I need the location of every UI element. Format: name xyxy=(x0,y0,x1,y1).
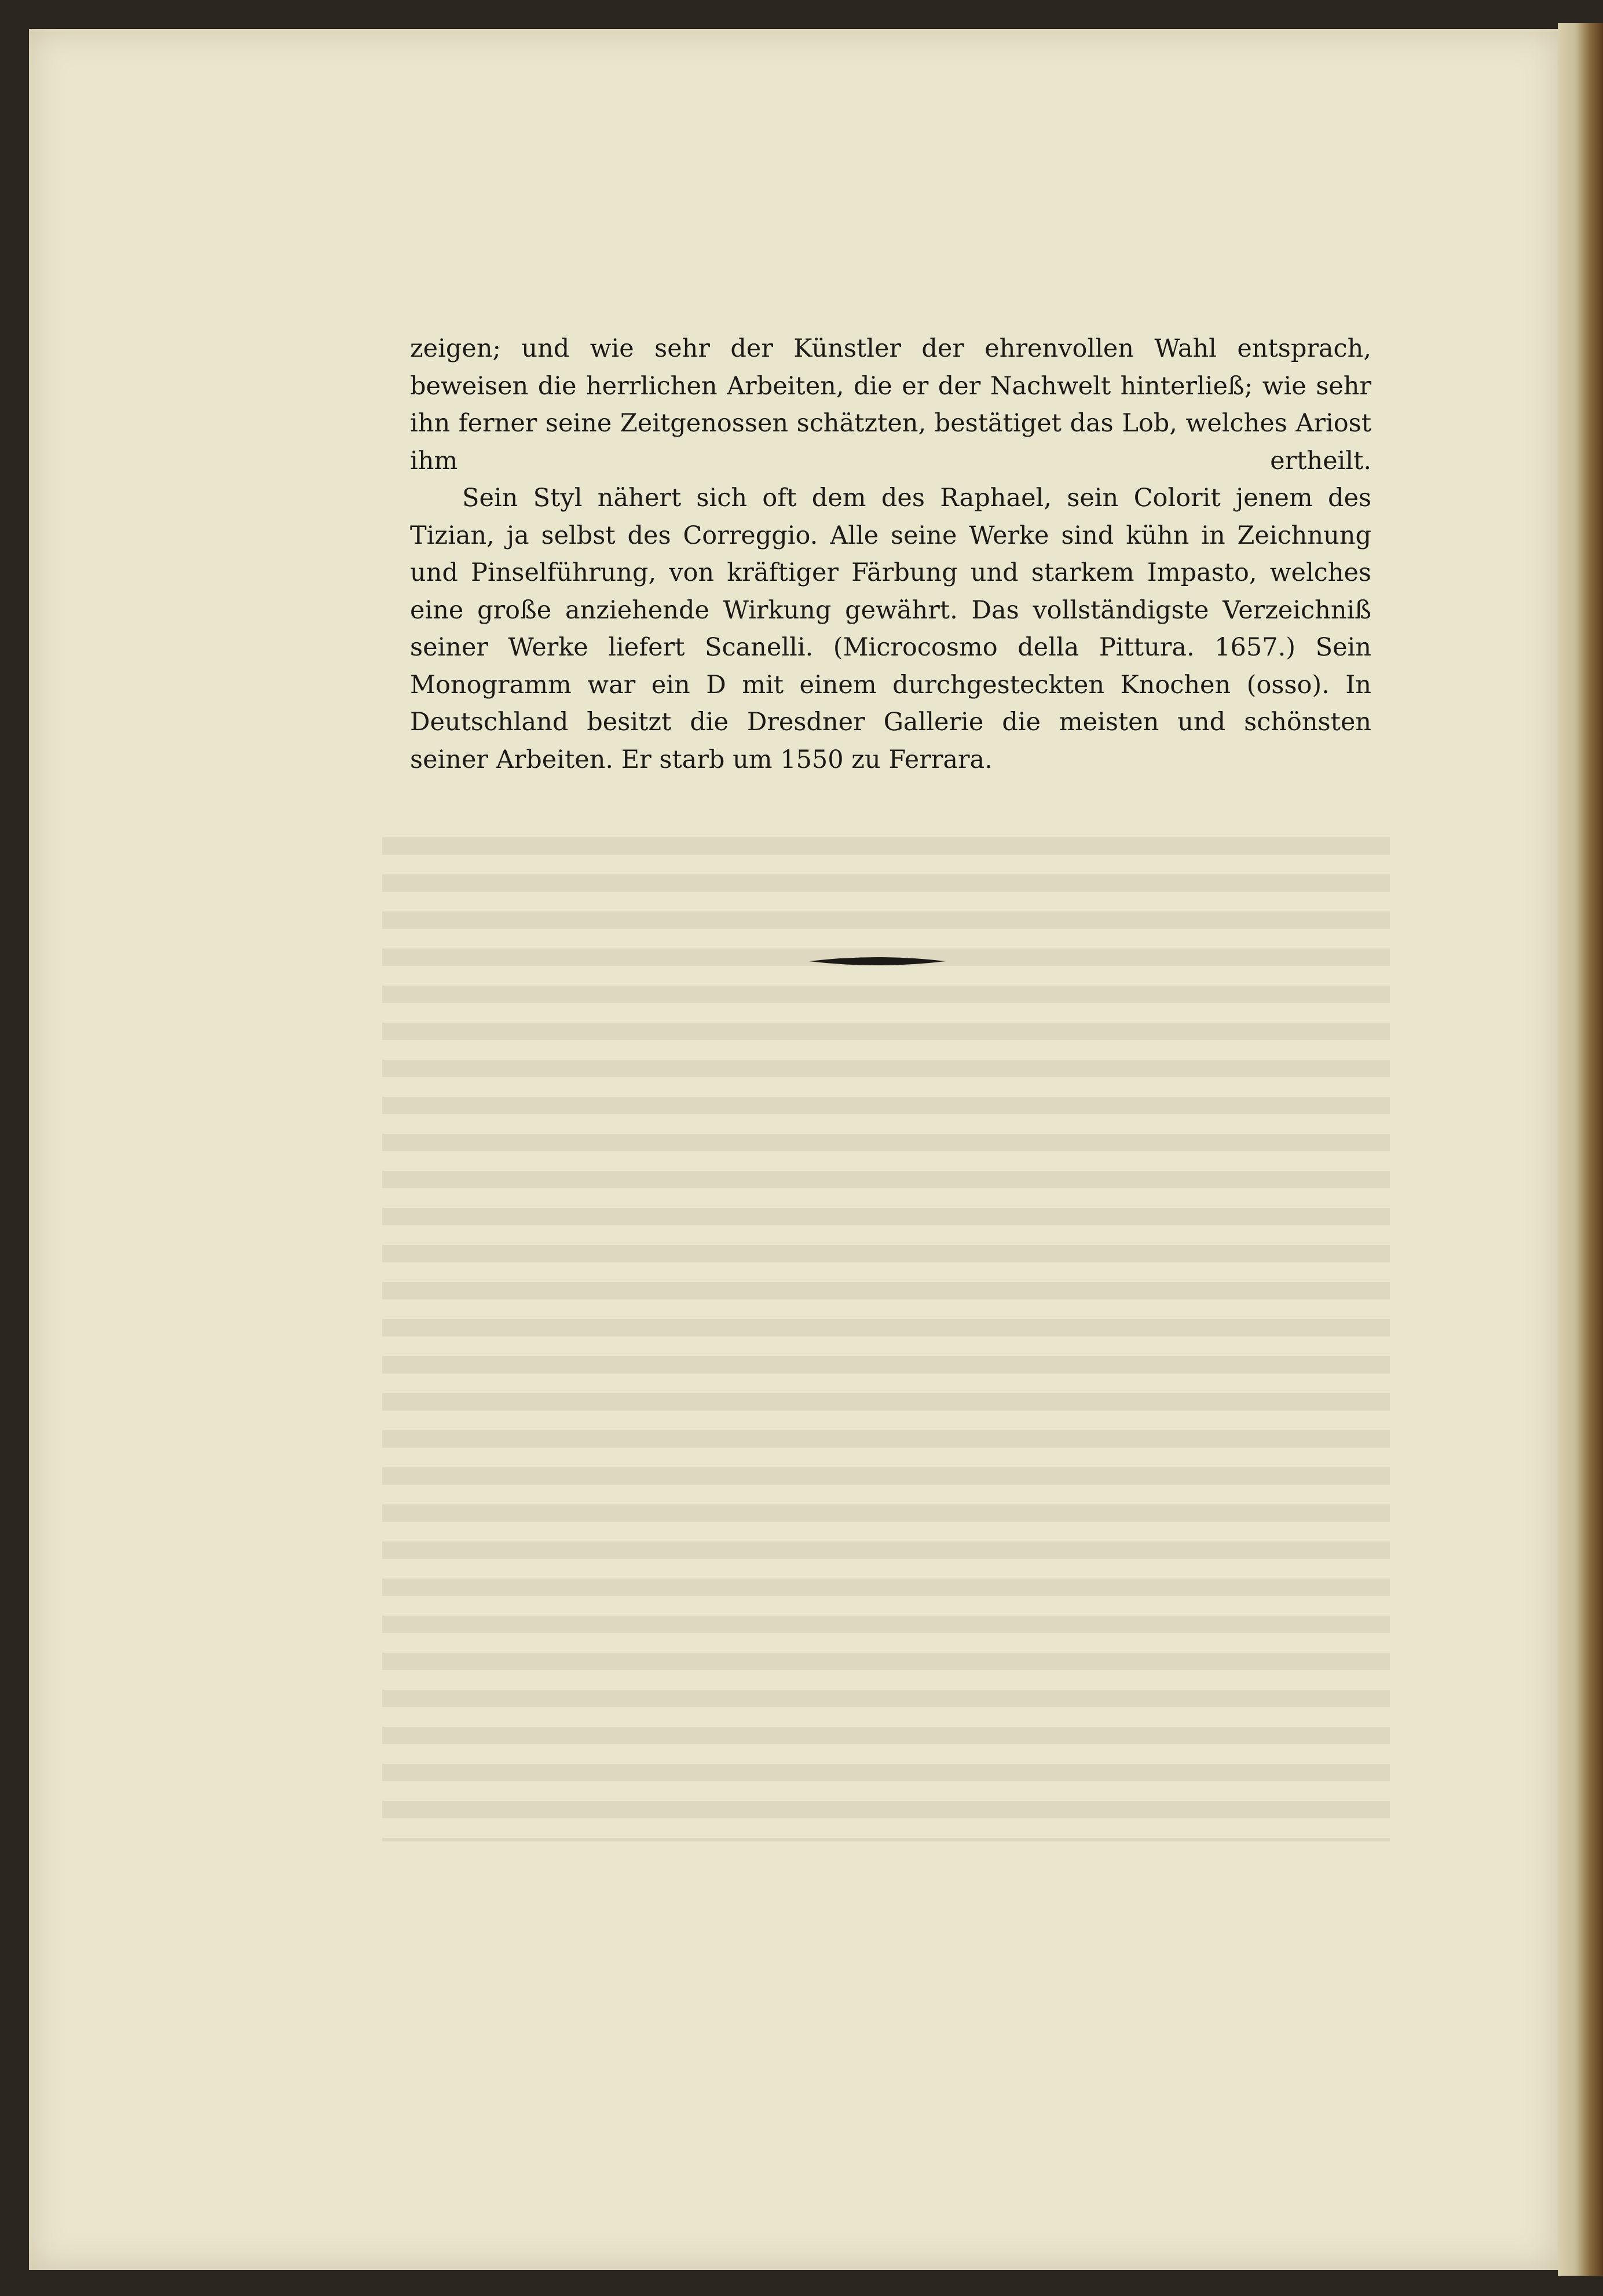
paragraph-1: zeigen; und wie sehr der Künstler der ehrenvollen Wahl entsprach, beweisen die herrlichen Arbeiten, die er der Nachwelt hinterließ; wie sehr ihn ferner seine Zeitgenossen schätzten, bestätiget das Lob, welches Ariost ihm ertheilt. xyxy=(410,334,1371,475)
section-divider-ornament xyxy=(808,950,947,973)
paragraph-2: Sein Styl nähert sich oft dem des Raphael, sein Colorit jenem des Tizian, ja selbst des Correggio. Alle seine Werke sind kühn in Zeichnung und Pinselführung, von kräftiger Färbung und starkem Impasto, welches eine große anziehende Wirkung gewährt. Das vollständigste Verzeichniß seiner Werke liefert Scanelli. (Microcosmo della Pittura. 1657.) Sein Monogramm war ein D mit einem durchgesteckten Knochen (osso). In Deutschland besitzt die Dresdner Gallerie die meisten und schönsten seiner Arbeiten. Er starb um 1550 zu Ferrara. xyxy=(410,484,1371,774)
book-edge xyxy=(1558,23,1603,2276)
body-text xyxy=(410,330,1371,778)
show-through-text xyxy=(382,822,1390,1841)
